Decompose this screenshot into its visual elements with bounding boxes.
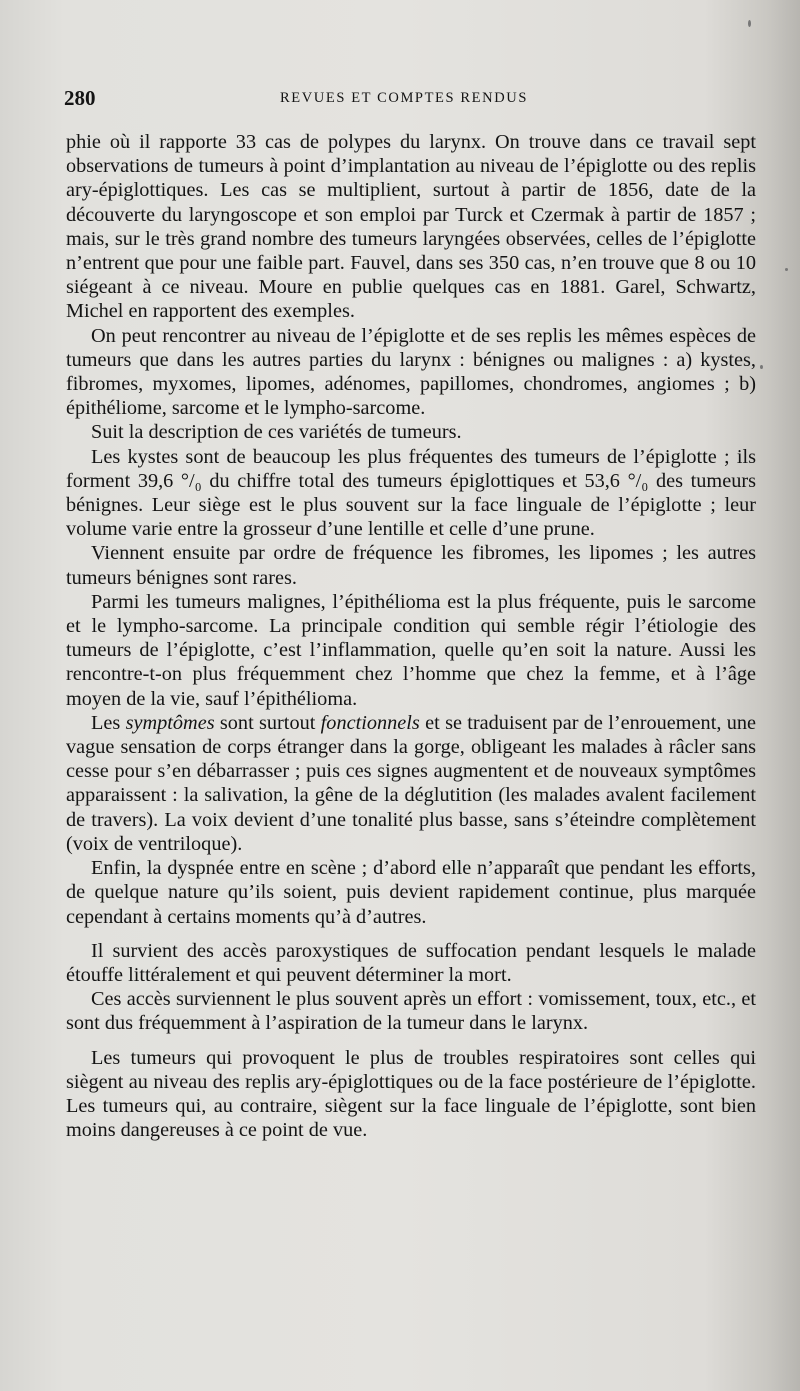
paragraph-cysts: Les kystes sont de beaucoup les plus fréquentes des tumeurs de l’épiglotte ; ils forment 39,6 °/₀ du chiffre total des tumeurs épiglottiques et 53,6 °/₀ des tumeurs bénignes. Leur siège est le plus souvent sur la face linguale de l’épiglotte ; leur volume varie entre la grosseur d’une lentille et celle d’une prune. [66, 445, 756, 541]
scan-speck [748, 20, 751, 27]
scan-speck [785, 268, 788, 271]
paragraph-history: phie où il rapporte 33 cas de polypes du larynx. On trouve dans ce travail sept observations de tumeurs à point d’implantation au niveau de l’épiglotte ou des replis ary-épiglottiques. Les cas se multiplient, surtout à partir de 1856, date de la découverte du laryngoscope et son emploi par Turck et Czermak à partir de 1857 ; mais, sur le très grand nombre des tumeurs laryngées observées, celles de l’épiglotte n’entrent que pour une faible part. Fauvel, dans ses 350 cas, n’en trouve que 8 ou 10 siégeant à ce niveau. Moure en publie quelques cas en 1881. Garel, Schwartz, Michel en rapportent des exemples. [66, 131, 756, 323]
page-number: 280 [64, 86, 96, 110]
paragraph-respiratory: Les tumeurs qui provoquent le plus de troubles respiratoires sont celles qui siègent au niveau des replis ary-épiglottiques ou de la face postérieure de l’épiglotte. Les tumeurs qui, au contraire, siègent sur la face linguale de l’épiglotte, sont bien moins dangereuses à ce point de vue. [66, 1046, 756, 1142]
symptoms-mid: sont surtout [214, 711, 321, 734]
paragraph-symptoms [66, 711, 756, 856]
page-header [64, 86, 762, 116]
paragraph-malignant: Parmi les tumeurs malignes, l’épithélioma est la plus fréquente, puis le sarcome et le lympho-sarcome. La principale condition qui semble régir l’étiologie des tumeurs de l’épiglotte, c’est l’inflammation, quelle qu’en soit la nature. Aussi les rencontre-t-on plus fréquemment chez l’homme que chez la femme, et à l’âge moyen de la vie, sauf l’épithélioma. [66, 590, 756, 710]
running-head: REVUES ET COMPTES RENDUS [280, 90, 529, 106]
paragraph-description: Suit la description de ces variétés de tumeurs. [91, 421, 462, 444]
paragraph-tumor-types: On peut rencontrer au niveau de l’épiglotte et de ses replis les mêmes espèces de tumeurs que dans les autres parties du larynx : bénignes ou malignes : a) kystes, fibromes, myxomes, lipomes, adénomes, papillomes, chondromes, angiomes ; b) épithéliome, sarcome et le lympho-sarcome. [66, 324, 756, 420]
symptoms-italic-1: symptômes [125, 711, 215, 734]
symptoms-italic-2: fonctionnels [320, 711, 420, 734]
paragraph-dyspnea: Enfin, la dyspnée entre en scène ; d’abord elle n’apparaît que pendant les efforts, de quelque nature qu’ils soient, puis devient rapidement continue, plus marquée cependant à certains moments qu’à d’autres. [66, 857, 756, 928]
scan-speck [760, 365, 763, 369]
symptoms-pre: Les [91, 711, 126, 734]
paragraph-access: Ces accès surviennent le plus souvent après un effort : vomissement, toux, etc., et sont dus fréquemment à l’aspiration de la tumeur dans le larynx. [66, 988, 756, 1035]
body-text [66, 130, 756, 1142]
symptoms-post: et se traduisent par de l’enrouement, une vague sensation de corps étranger dans la gorge, obligeant les malades à râcler sans cesse pour s’en débarrasser ; puis ces signes augmentent et de nouveaux symptômes apparaissent : la salivation, la gêne de la déglutition (les malades avalent facilement de travers). La voix devient d’une tonalité plus basse, sans s’éteindre complètement (voix de ventriloque). [66, 711, 756, 855]
paragraph-suffocation: Il survient des accès paroxystiques de suffocation pendant lesquels le malade étouffe littéralement et qui peuvent déterminer la mort. [66, 939, 756, 986]
paragraph-fibromas: Viennent ensuite par ordre de fréquence les fibromes, les lipomes ; les autres tumeurs bénignes sont rares. [66, 542, 756, 589]
